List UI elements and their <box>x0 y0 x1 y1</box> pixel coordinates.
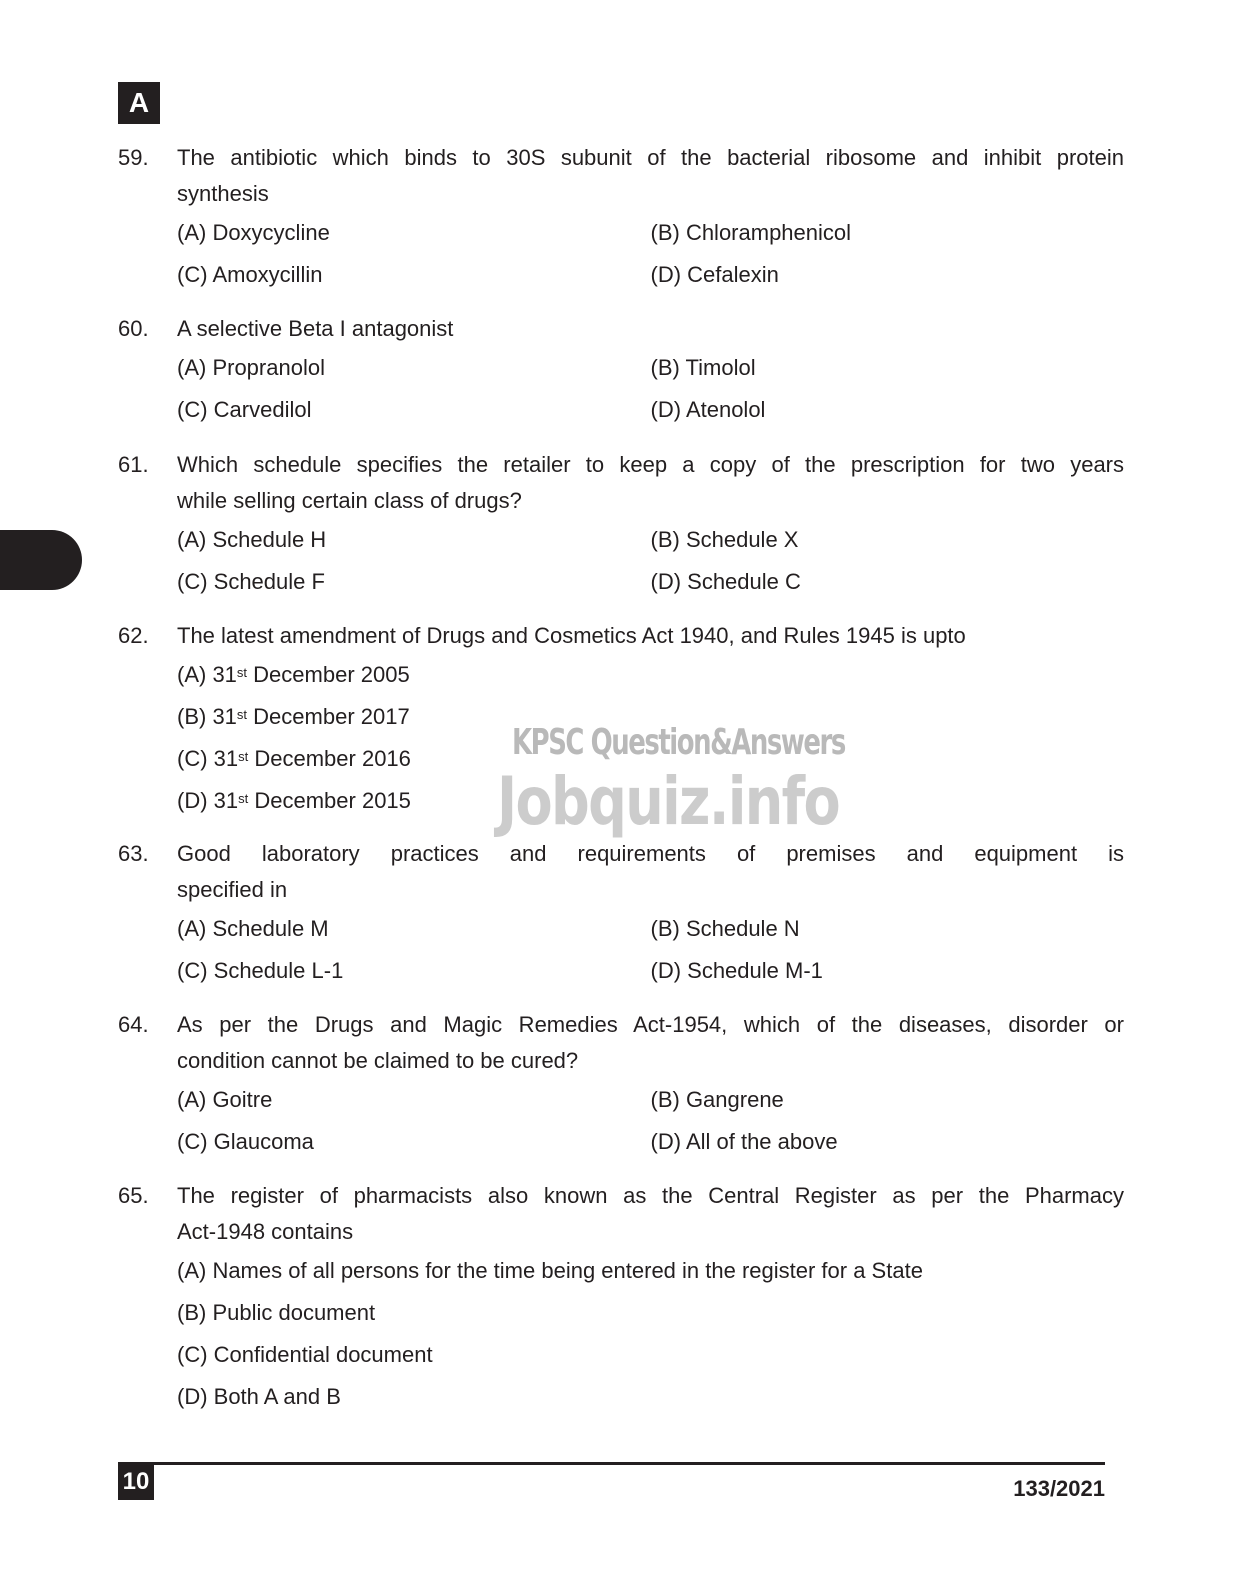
option-a[interactable]: (A) Doxycycline <box>177 220 330 245</box>
question-number: 64. <box>118 1012 149 1037</box>
question-number: 62. <box>118 623 149 648</box>
option-a[interactable]: (A) Propranolol <box>177 355 325 380</box>
option-a[interactable]: (A) Schedule M <box>177 916 329 941</box>
question-text: Which schedule specifies the retailer to keep a copy of the prescription for two years while selling certain class of drugs? <box>177 452 1124 513</box>
option-d[interactable]: (D) Schedule C <box>650 569 801 594</box>
question-text: The antibiotic which binds to 30S subunit of the bacterial ribosome and inhibit protein synthesis <box>177 145 1124 206</box>
options <box>177 519 1124 603</box>
question-text: Good laboratory practices and requirements of premises and equipment is specified in <box>177 841 1124 902</box>
question-number: 65. <box>118 1183 149 1208</box>
question-59 <box>118 140 1124 296</box>
question-63 <box>118 836 1124 992</box>
options <box>177 654 1124 822</box>
question-65 <box>118 1178 1124 1418</box>
option-d[interactable]: (D) Atenolol <box>650 397 766 422</box>
question-number: 61. <box>118 452 149 477</box>
option-d[interactable]: (D) Cefalexin <box>650 262 779 287</box>
page-number: 10 <box>118 1464 154 1500</box>
option-d[interactable]: (D) Both A and B <box>177 1384 341 1409</box>
option-b[interactable]: (B) Gangrene <box>650 1087 784 1112</box>
question-61 <box>118 447 1124 603</box>
options <box>177 1250 1124 1418</box>
option-c[interactable]: (C) Amoxycillin <box>177 262 323 287</box>
option-c[interactable]: (C) Confidential document <box>177 1342 433 1367</box>
option-c[interactable]: (C) Schedule F <box>177 569 325 594</box>
options <box>177 347 1124 431</box>
option-c[interactable]: (C) Glaucoma <box>177 1129 314 1154</box>
options <box>177 212 1124 296</box>
question-62 <box>118 618 1124 822</box>
option-b[interactable]: (B) Schedule X <box>650 527 799 552</box>
option-b[interactable]: (B) Public document <box>177 1300 376 1325</box>
question-64 <box>118 1007 1124 1163</box>
question-60 <box>118 311 1124 431</box>
question-text: A selective Beta I antagonist <box>177 316 454 341</box>
option-a[interactable]: (A) Names of all persons for the time being entered in the register for a State <box>177 1258 923 1283</box>
option-b[interactable]: (B) Chloramphenicol <box>650 220 852 245</box>
footer-divider <box>118 1462 1105 1465</box>
watermark-line-1: KPSC Question&Answers <box>512 722 845 763</box>
option-c[interactable]: (C) Carvedilol <box>177 397 312 422</box>
question-number: 60. <box>118 316 149 341</box>
option-b[interactable]: (B) Timolol <box>650 355 756 380</box>
question-text: The latest amendment of Drugs and Cosmetics Act 1940, and Rules 1945 is upto <box>177 623 966 648</box>
option-b[interactable]: (B) 31 $^{st}$ December 2017 <box>177 704 410 729</box>
options <box>177 1079 1124 1163</box>
option-c[interactable]: (C) 31 $^{st}$ December 2016 <box>177 746 411 771</box>
series-label: A <box>118 82 160 124</box>
side-tab-marker <box>0 530 82 590</box>
watermark-line-2: Jobquiz.info <box>497 763 840 840</box>
option-a[interactable]: (A) 31 $^{st}$ December 2005 <box>177 662 410 687</box>
paper-code: 133/2021 <box>1013 1476 1105 1501</box>
question-text: As per the Drugs and Magic Remedies Act-1954, which of the diseases, disorder or condition cannot be claimed to be cured? <box>177 1012 1124 1073</box>
question-number: 59. <box>118 145 149 170</box>
option-d[interactable]: (D) Schedule M-1 <box>650 958 823 983</box>
question-text: The register of pharmacists also known as the Central Register as per the Pharmacy Act-1948 contains <box>177 1183 1124 1244</box>
question-number: 63. <box>118 841 149 866</box>
option-d[interactable]: (D) All of the above <box>650 1129 838 1154</box>
option-a[interactable]: (A) Goitre <box>177 1087 273 1112</box>
option-b[interactable]: (B) Schedule N <box>650 916 800 941</box>
option-c[interactable]: (C) Schedule L-1 <box>177 958 344 983</box>
option-d[interactable]: (D) 31 $^{st}$ December 2015 <box>177 788 411 813</box>
options <box>177 908 1124 992</box>
option-a[interactable]: (A) Schedule H <box>177 527 327 552</box>
